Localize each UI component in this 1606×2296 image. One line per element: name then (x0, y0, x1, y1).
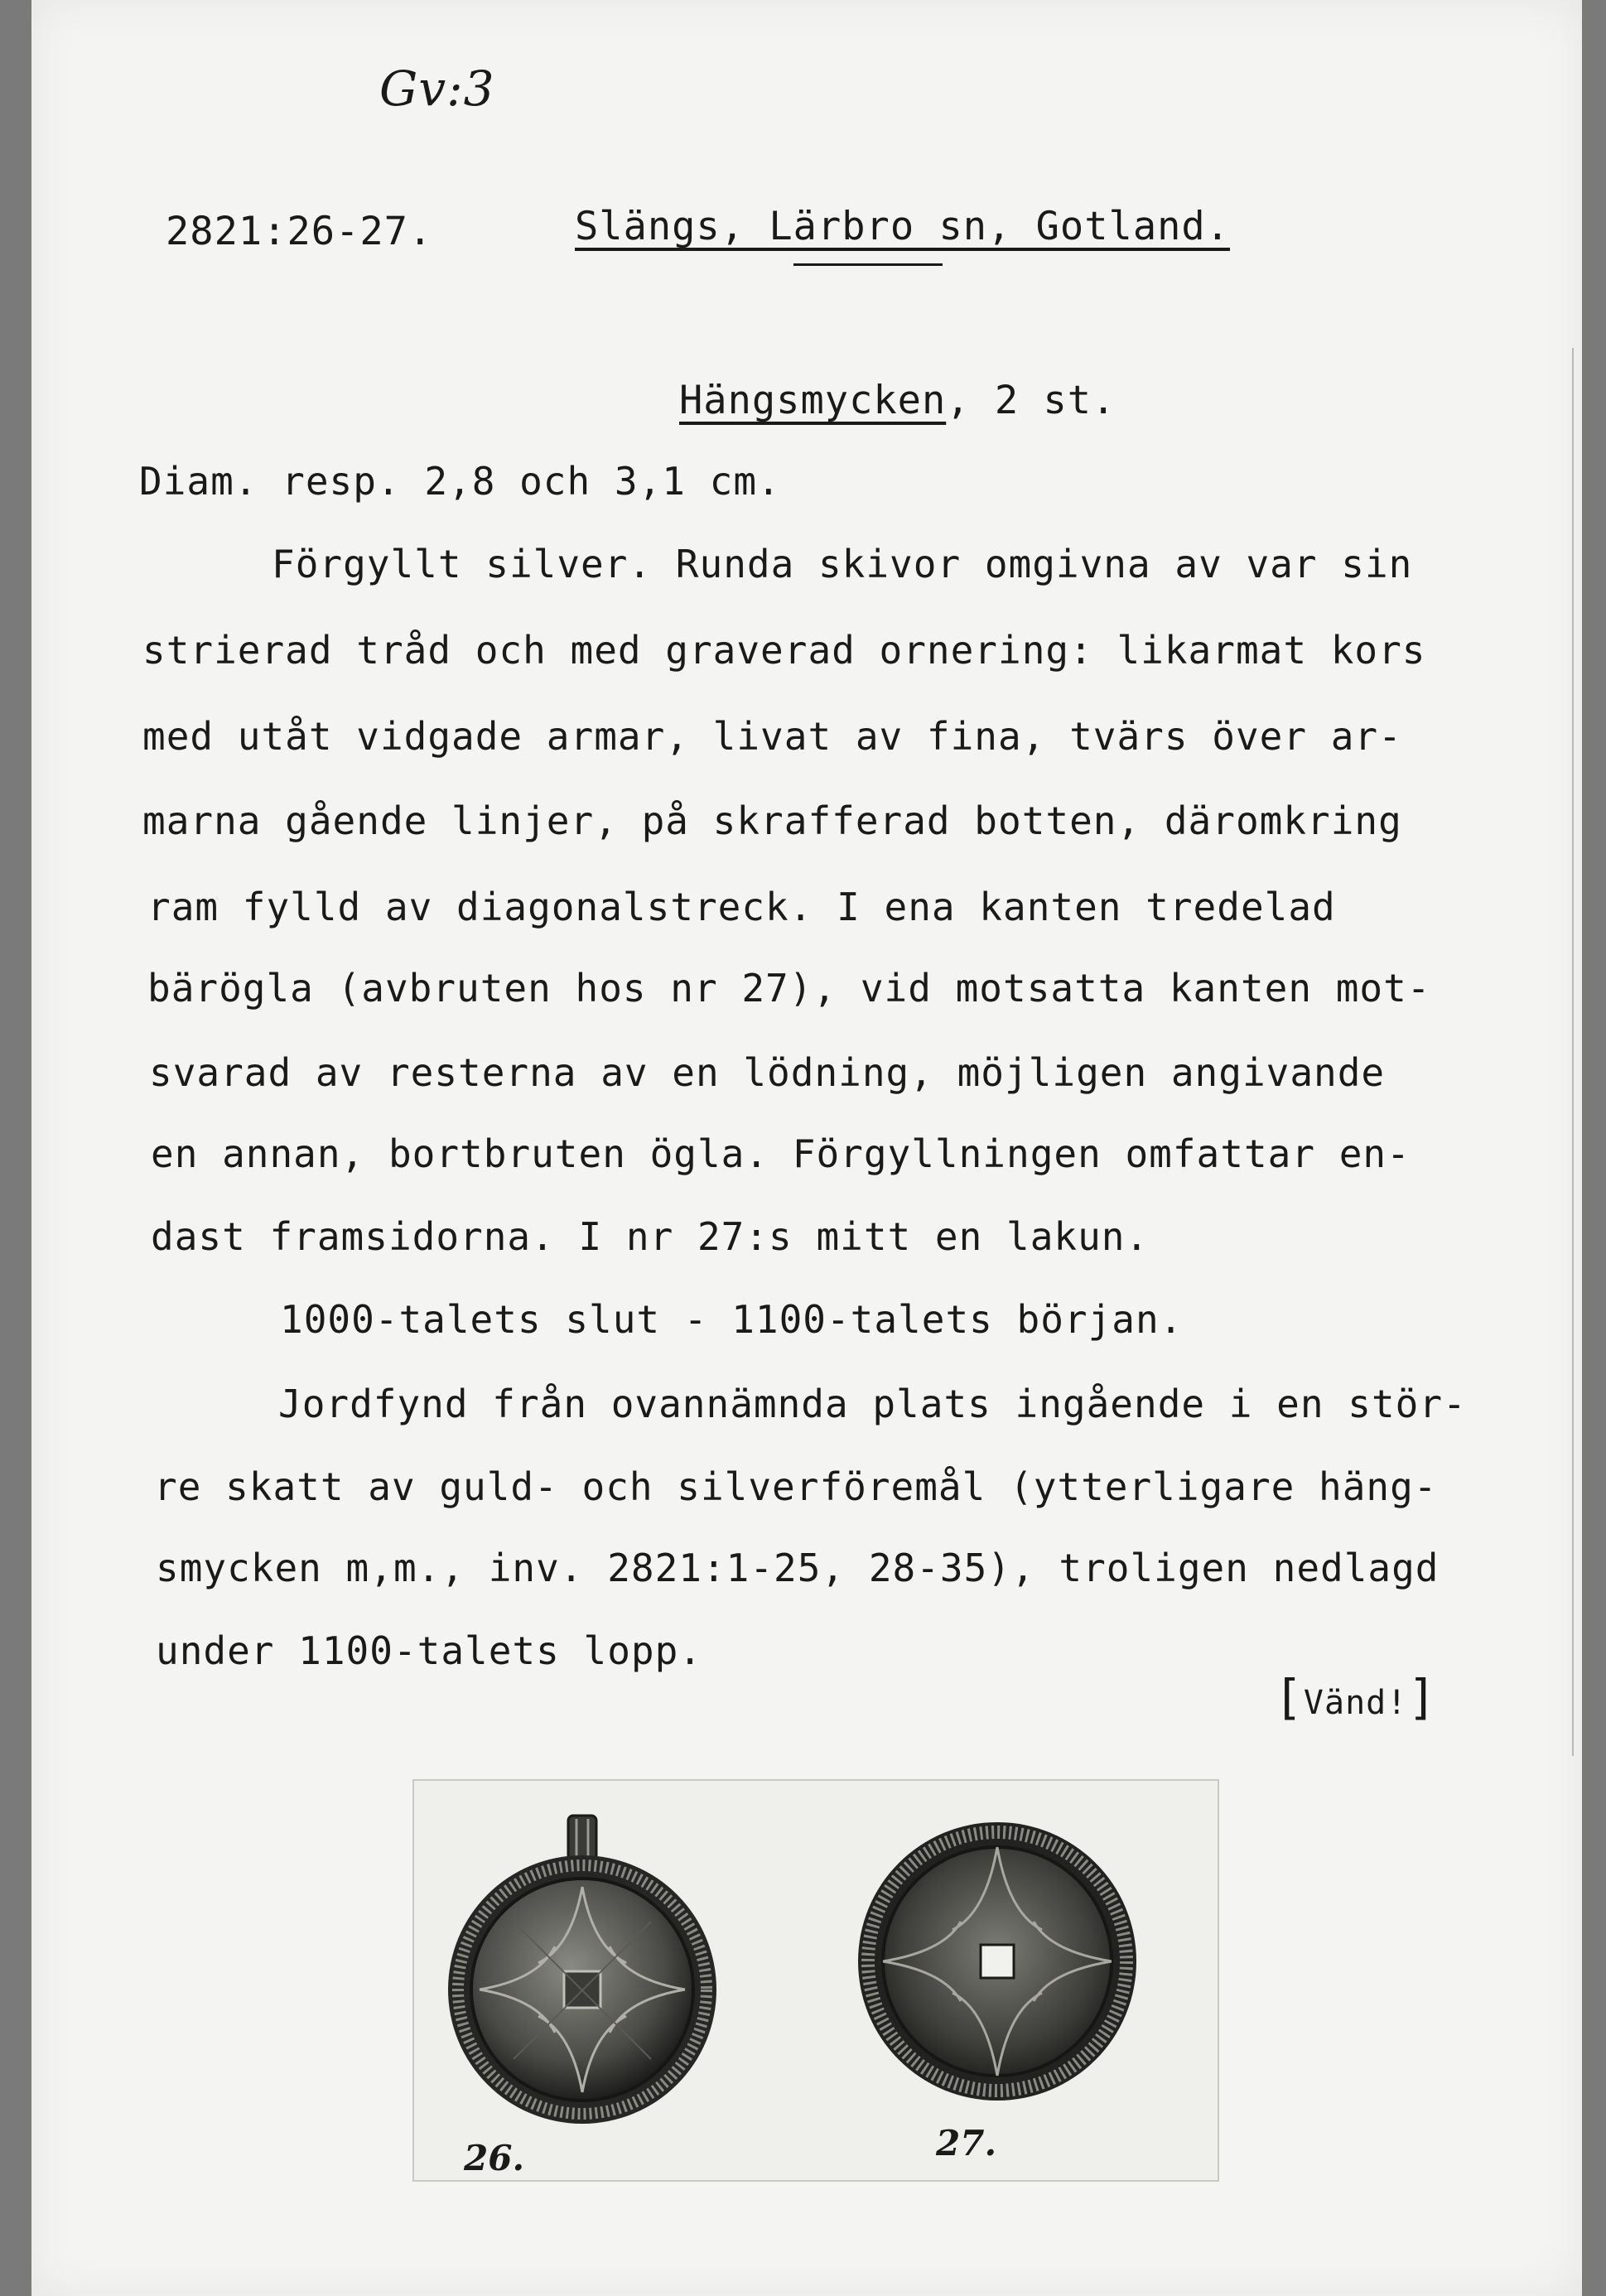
object-name: Hängsmycken (679, 378, 947, 423)
find-location: Slängs, Lärbro sn, Gotland. (575, 204, 1231, 249)
body-line: bärögla (avbruten hos nr 27), vid motsatta kanten mot- (147, 966, 1431, 1011)
object-title (679, 378, 1116, 423)
pendants-illustration (414, 1781, 1218, 2180)
catalog-mark: Gv:3 (379, 60, 495, 117)
body-line: 1000-talets slut - 1100-talets början. (280, 1297, 1184, 1342)
object-count: , 2 st. (946, 378, 1116, 423)
body-line: strierad tråd och med graverad ornering: likarmat kors (142, 628, 1426, 673)
pendant-27 (858, 1822, 1136, 2101)
body-line: svarad av resterna av en lödning, möjligen angivande (149, 1050, 1386, 1095)
body-line: re skatt av guld- och silverföremål (ytterligare häng- (154, 1464, 1438, 1509)
body-line: med utåt vidgade armar, livat av fina, tvärs över ar- (142, 714, 1402, 759)
body-line: Jordfynd från ovannämnda plats ingående i en stör- (278, 1382, 1467, 1426)
body-line: Förgyllt silver. Runda skivor omgivna av var sin (272, 542, 1413, 586)
catalog-card (31, 0, 1582, 2296)
body-line: dast framsidorna. I nr 27:s mitt en lakun. (151, 1214, 1150, 1259)
body-line: under 1100-talets lopp. (156, 1628, 702, 1673)
pendant-26 (448, 1816, 716, 2124)
caption-26: 26. (464, 2138, 525, 2178)
card-edge-line (1572, 348, 1574, 1756)
body-line: smycken m,m., inv. 2821:1-25, 28-35), troligen nedlagd (156, 1546, 1440, 1590)
body-line: Diam. resp. 2,8 och 3,1 cm. (139, 459, 781, 504)
location-underline (793, 263, 943, 266)
turn-note-text: Vänd! (1303, 1684, 1408, 1722)
body-line: marna gående linjer, på skrafferad botten, däromkring (142, 798, 1402, 843)
caption-27: 27. (936, 2123, 997, 2163)
inventory-number: 2821:26-27. (166, 209, 433, 254)
pendants-photo (412, 1779, 1219, 2182)
turn-note: [Vänd!] (1274, 1669, 1438, 1725)
body-line: en annan, bortbruten ögla. Förgyllningen omfattar en- (151, 1131, 1411, 1176)
body-line: ram fylld av diagonalstreck. I ena kanten tredelad (147, 885, 1336, 929)
